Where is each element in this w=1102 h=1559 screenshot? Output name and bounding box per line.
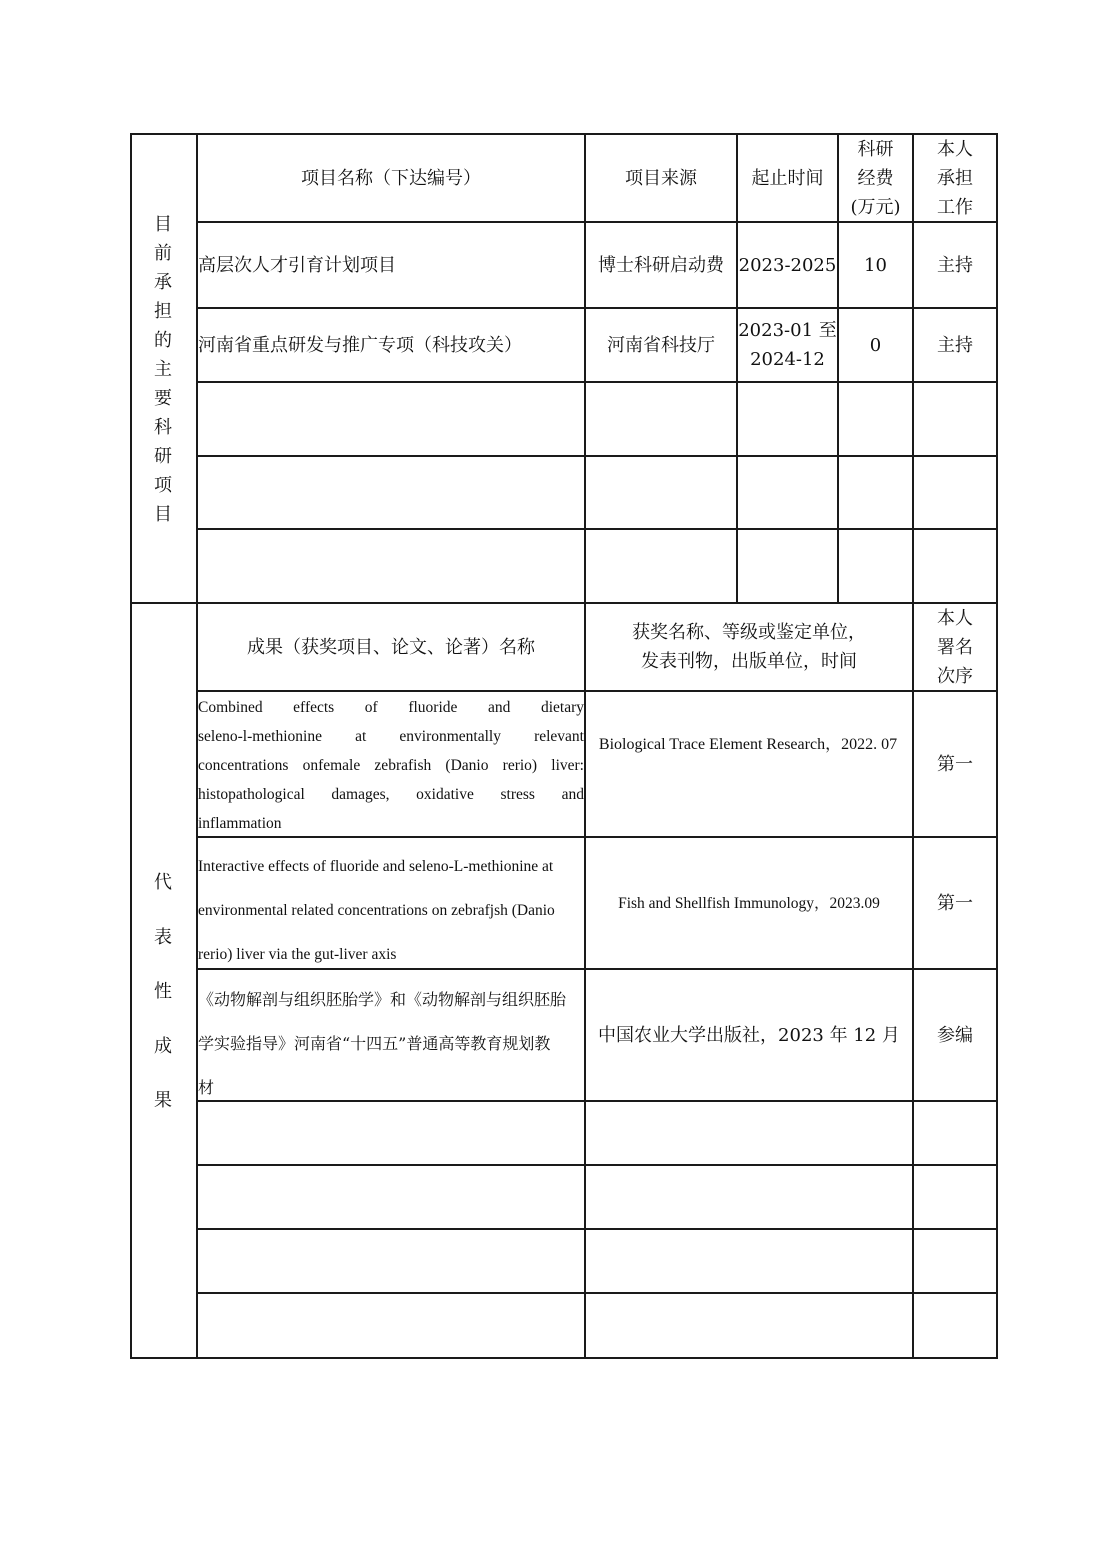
row-line: [196, 1228, 998, 1230]
achievement-title: [198, 978, 584, 1110]
header-role-line: 承担: [937, 167, 973, 189]
title-line: seleno-l-methionine at environmentally relevant: [198, 728, 584, 745]
header-funding-line: (万元): [850, 196, 901, 218]
achievement-title: [198, 693, 584, 838]
header-order-line: 本人: [937, 607, 973, 629]
achievement-order: 参编: [937, 1024, 973, 1046]
header-project-name: 项目名称（下达编号）: [301, 167, 481, 189]
side-char: 表: [154, 926, 172, 948]
title-line: Combined effects of fluoride and dietary: [198, 699, 584, 716]
side-char: 的: [154, 330, 172, 351]
row-line: [196, 1292, 998, 1294]
header-role-line: 工作: [937, 196, 973, 218]
border-right: [996, 133, 998, 1359]
title-line: Interactive effects of fluoride and seleno-L-methionine at: [198, 858, 554, 875]
side-char: 前: [154, 243, 172, 264]
header-funding: [839, 135, 912, 221]
side-char: 研: [154, 446, 172, 467]
header-venue-line: 发表刊物，出版单位，时间: [641, 651, 857, 672]
project-period: [738, 309, 837, 381]
achievement-venue: Fish and Shellfish Immunology，2023.09: [618, 894, 880, 912]
title-line: inflammation: [198, 815, 282, 832]
project-role: 主持: [937, 254, 973, 276]
project-name: 高层次人才引育计划项目: [198, 254, 396, 276]
title-line: environmental related concentrations on zebrafjsh (Danio: [198, 902, 555, 919]
header-period: 起止时间: [751, 167, 824, 189]
side-char: 要: [154, 388, 172, 409]
project-funding: 10: [864, 254, 887, 276]
side-char: 主: [154, 359, 172, 380]
header-achievement-name: 成果（获奖项目、论文、论著）名称: [247, 636, 535, 658]
achievement-order: 第一: [937, 753, 973, 775]
project-role: 主持: [937, 334, 973, 356]
form-table: [130, 133, 998, 1359]
title-line: 《动物解剖与组织胚胎学》和《动物解剖与组织胚胎: [198, 990, 567, 1009]
side-char: 代: [154, 872, 172, 893]
project-source: 河南省科技厅: [607, 334, 715, 356]
border-bottom: [130, 1357, 998, 1359]
achievements-side-label: [130, 856, 196, 1129]
project-period: 2023-2025: [738, 254, 837, 276]
side-char: 性: [154, 981, 172, 1002]
project-source: 博士科研启动费: [598, 254, 724, 276]
side-char: 项: [154, 475, 172, 496]
header-project-source: 项目来源: [625, 167, 697, 189]
row-line: [196, 690, 998, 692]
projects-side-label: [130, 210, 196, 529]
achievement-venue: Biological Trace Element Research，2022. 07: [598, 735, 898, 753]
project-name: 河南省重点研发与推广专项（科技攻关）: [198, 334, 522, 356]
side-char: 果: [154, 1090, 172, 1111]
header-role: [914, 135, 996, 221]
side-char: 承: [154, 272, 172, 293]
header-order-line: 次序: [937, 665, 973, 687]
row-line: [196, 455, 998, 457]
header-funding-line: 经费: [857, 167, 894, 189]
project-funding: 0: [869, 334, 882, 356]
project-period-end: 2024-12: [750, 349, 825, 370]
title-line: histopathological damages, oxidative stress and: [198, 786, 584, 803]
header-venue: [586, 604, 912, 690]
header-venue-line: 获奖名称、等级或鉴定单位，: [632, 622, 866, 643]
title-line: 材: [198, 1078, 215, 1097]
side-char: 目: [154, 504, 172, 525]
header-order-line: 署名: [937, 636, 973, 658]
header-funding-line: 科研: [857, 138, 894, 160]
achievement-order: 第一: [937, 892, 973, 914]
title-line: rerio) liver via the gut-liver axis: [198, 946, 397, 963]
achievement-venue: 中国农业大学出版社，2023 年 12 月: [598, 1024, 900, 1046]
title-line: 学实验指导》河南省“十四五”普通高等教育规划教: [198, 1034, 551, 1053]
side-char: 目: [154, 214, 172, 235]
header-author-order: [914, 604, 996, 690]
achievement-title: [198, 845, 584, 977]
header-role-line: 本人: [937, 138, 973, 160]
side-char: 科: [154, 417, 172, 438]
side-char: 担: [154, 301, 172, 322]
side-char: 成: [154, 1035, 172, 1057]
row-line: [196, 381, 998, 383]
project-period-start: 2023-01 至: [738, 320, 837, 341]
title-line: concentrations onfemale zebrafish (Danio rerio) liver:: [198, 757, 584, 774]
row-line: [196, 528, 998, 530]
row-line: [196, 1164, 998, 1166]
